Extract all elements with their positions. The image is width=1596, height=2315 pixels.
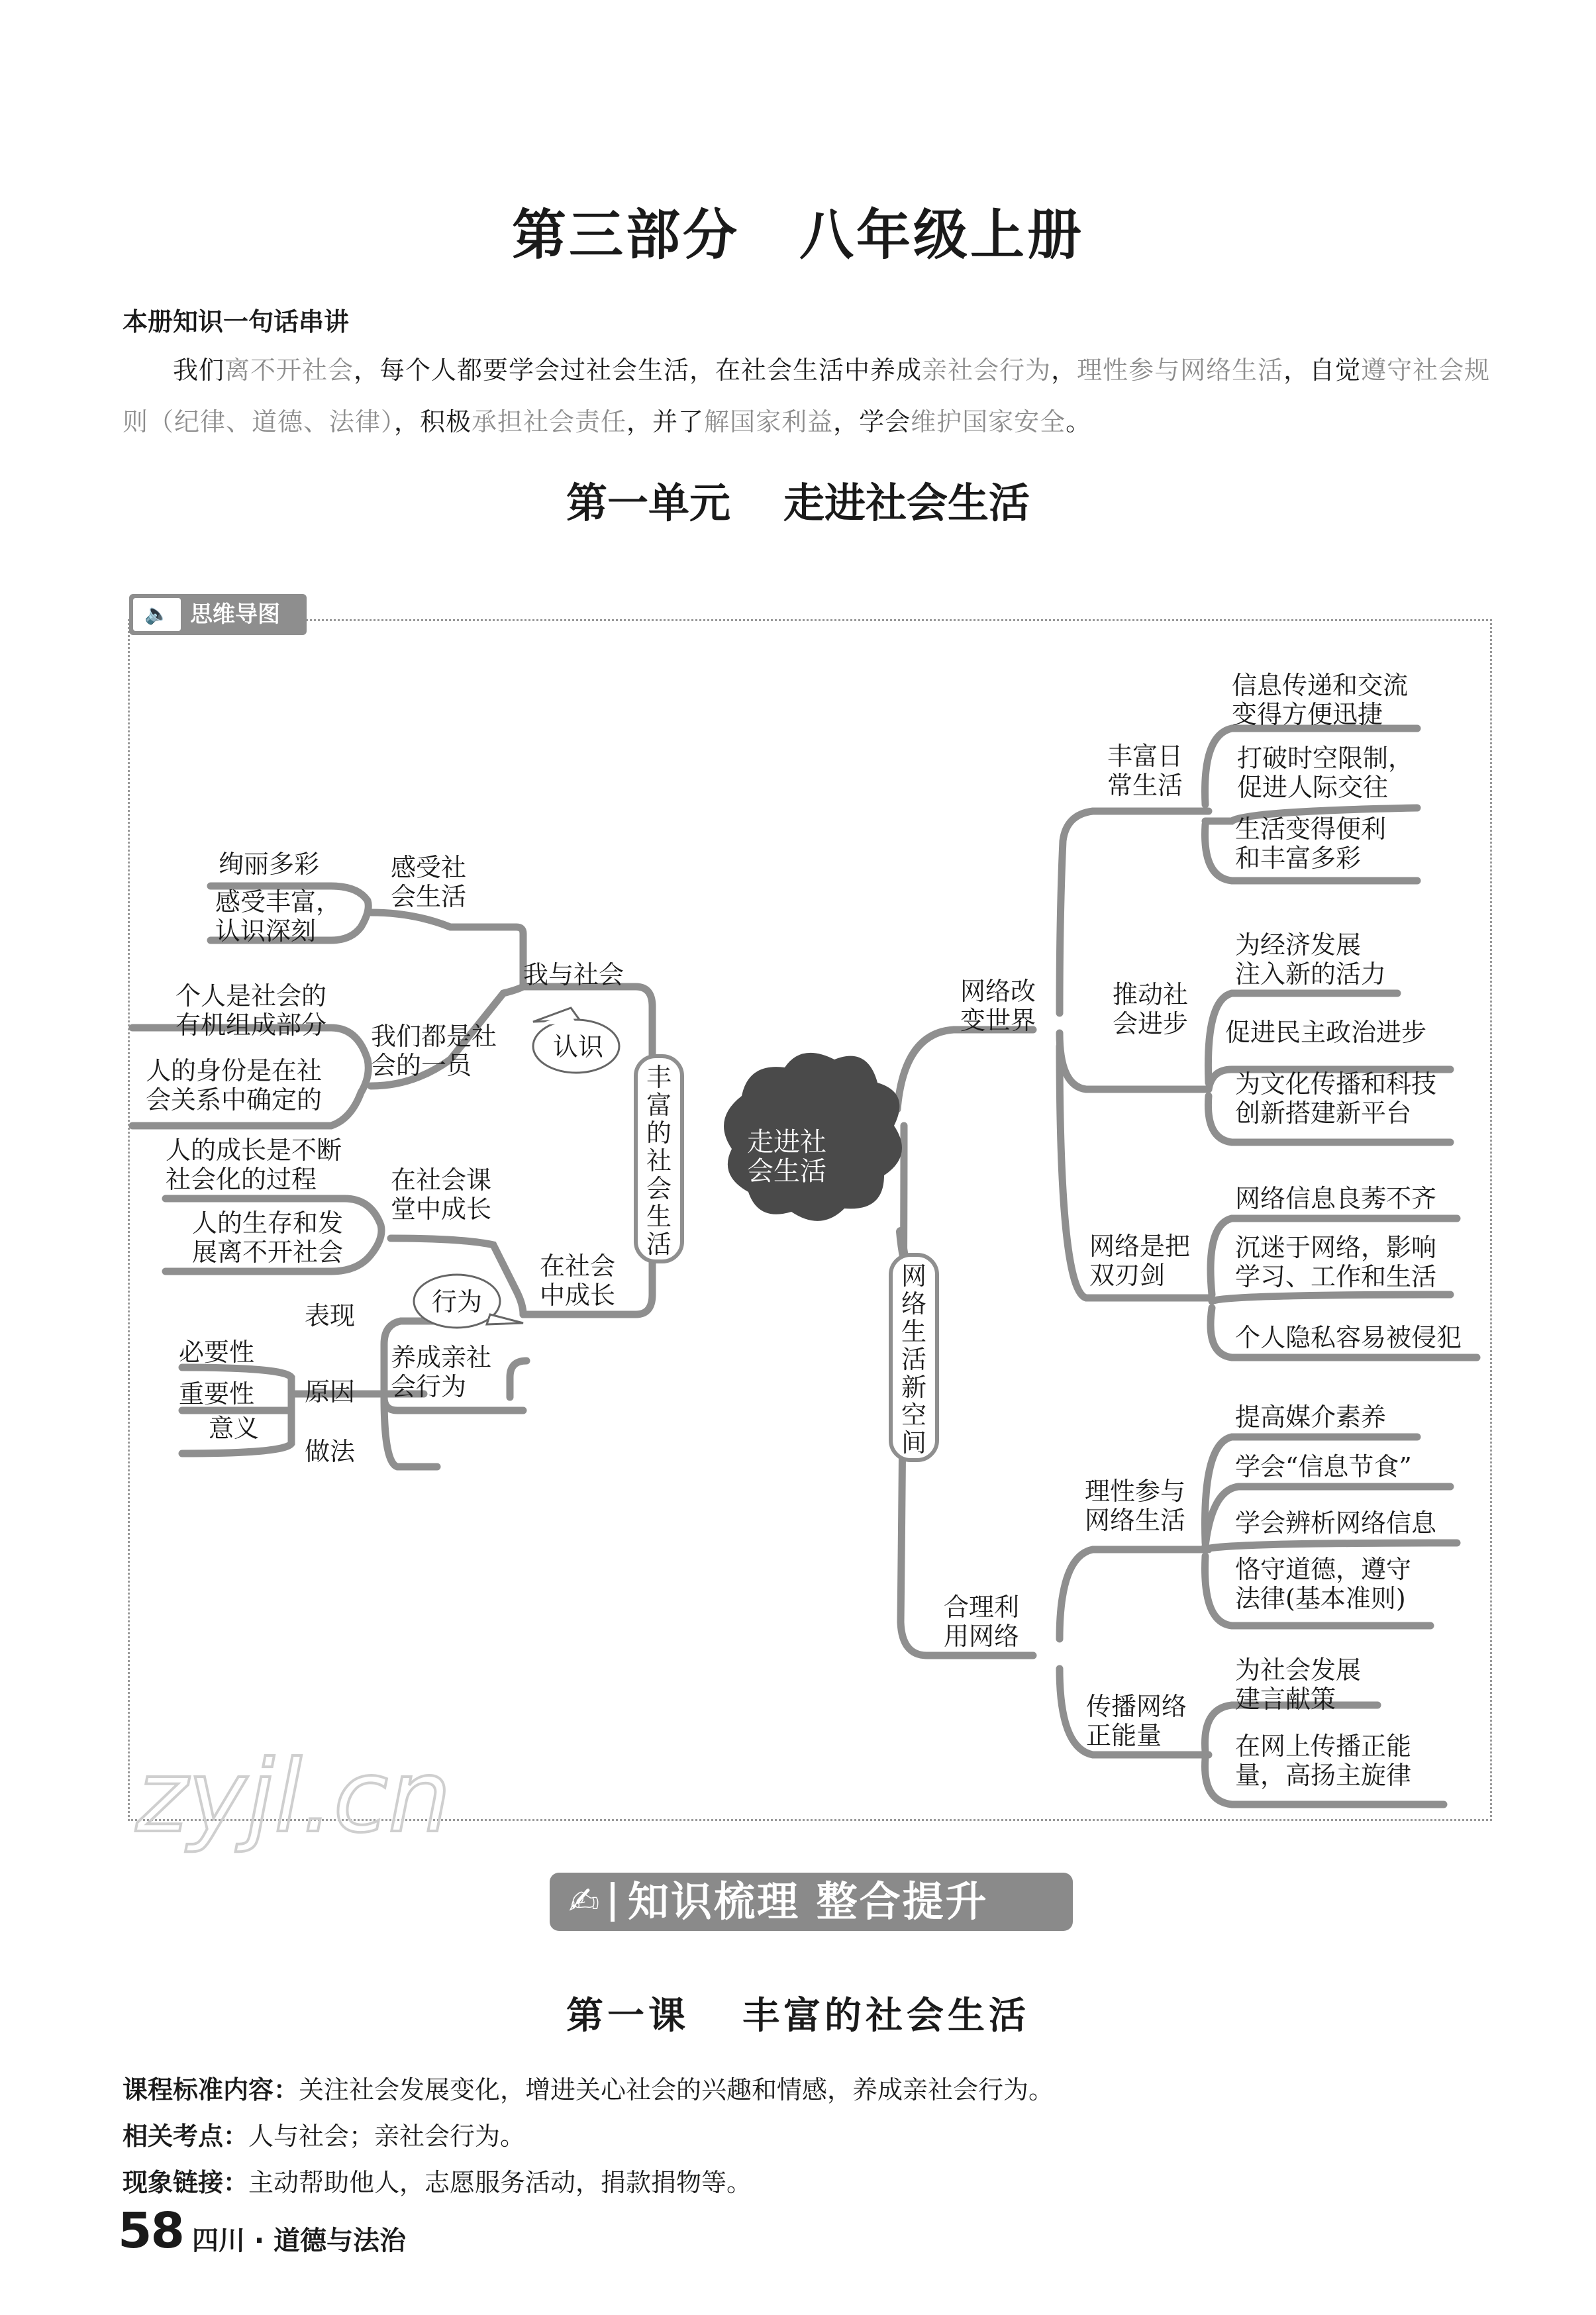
intro-keyword: 离不开社会 [224,356,354,385]
part-label: 第三部分 [511,203,740,267]
node-change-world: 网络改变世界 [960,977,1036,1035]
leaf-colorful: 绚丽多彩 [219,850,320,879]
reading-figure-icon: ✍ [568,1880,600,1923]
leaf-life-convenient: 生活变得便利和丰富多彩 [1235,814,1387,873]
leaf-addicted: 沉迷于网络，影响学习、工作和生活 [1235,1233,1437,1291]
leaf-socialization: 人的成长是不断社会化的过程 [166,1136,342,1194]
leaf-distinguish: 学会辨析网络信息 [1235,1508,1437,1538]
intro-keyword: 解国家利益 [704,407,834,436]
leaf-identity: 人的身份是在社会关系中确定的 [146,1056,323,1114]
node-manifest: 表现 [305,1301,356,1330]
leaf-feel-rich: 感受丰富，认识深刻 [215,887,342,946]
leaf-info-diet: 学会“信息节食” [1235,1452,1412,1481]
intro-keyword: 遵守社会规则（纪律、道德、法律） [123,356,1491,436]
node-prosocial: 养成亲社会行为 [391,1343,492,1401]
leaf-democracy: 促进民主政治进步 [1225,1018,1427,1047]
node-all-members: 我们都是社会的一员 [371,1022,497,1080]
node-spread-positive: 传播网络正能量 [1086,1692,1187,1750]
node-feel-social-life: 感受社会生活 [391,853,467,911]
intro-keyword: 维护国家安全 [911,407,1066,436]
leaf-importance: 重要性 [179,1379,255,1408]
node-classroom: 在社会课堂中成长 [391,1165,492,1224]
leaf-morals: 恪守道德，遵守法律(基本准则) [1235,1555,1412,1613]
bubble-recognize-label: 认识 [553,1032,604,1061]
info-line: 相关考点：人与社会；亲社会行为。 [123,2122,526,2151]
node-grow-in-society: 在社会中成长 [540,1252,616,1310]
node-rational-participate: 理性参与网络生活 [1085,1477,1186,1535]
unit-label: 第一单元 [566,479,730,527]
info-line: 现象链接：主动帮助他人，志愿服务活动，捐款捐物等。 [123,2168,752,2197]
right-branch-label: 网络生活新空间 [901,1261,927,1457]
intro-heading: 本册知识一句话串讲 [123,307,350,336]
banner-text: 知识梳理 整合提升 [628,1877,989,1926]
intro-text: ，每个人都要学会过社会生活，在社会生活中养成 [354,356,923,385]
leaf-suggestions: 为社会发展建言献策 [1235,1655,1362,1714]
node-enrich-daily: 丰富日常生活 [1107,742,1183,800]
info-line: 课程标准内容：关注社会发展变化，增进关心社会的兴趣和情感，养成亲社会行为。 [123,2075,1054,2104]
node-promote-progress: 推动社会进步 [1113,980,1189,1038]
info-label: 相关考点 [123,2122,224,2151]
intro-text: ， [1051,356,1077,385]
intro-text: ，并了 [626,407,705,436]
watermark: zyjl.cn [136,1740,452,1855]
node-me-and-society: 我与社会 [523,960,624,989]
intro-text: 。 [1066,407,1092,436]
leaf-survival: 人的生存和发展离不开社会 [192,1208,344,1267]
leaf-culture-tech: 为文化传播和科技创新搭建新平台 [1235,1069,1437,1128]
speaker-icon: 🔈 [133,598,181,631]
info-label: 课程标准内容 [123,2075,274,2104]
info-label: 现象链接 [123,2168,224,2197]
lesson-name: 丰富的社会生活 [742,1994,1030,2038]
intro-text: 我们 [173,356,225,385]
leaf-necessity: 必要性 [179,1338,255,1367]
lesson-label: 第一课 [566,1994,689,2038]
node-use-rationally: 合理利用网络 [944,1593,1020,1651]
leaf-economy: 为经济发展注入新的活力 [1235,930,1387,989]
intro-keyword: 亲社会行为 [922,356,1052,385]
node-method: 做法 [305,1437,356,1466]
intro-text: ，学会 [833,407,911,436]
intro-text: ，自觉 [1283,356,1362,385]
node-double-edged: 网络是把双刃剑 [1089,1232,1191,1290]
banner-divider [611,1882,615,1922]
intro-keyword: 理性参与网络生活 [1077,356,1284,385]
page-meta: 四川 · 道德与法治 [192,2226,407,2256]
unit-name: 走进社会生活 [783,479,1030,527]
leaf-media-literacy: 提高媒介素养 [1235,1403,1387,1432]
intro-text: ，积极 [394,407,472,436]
mindmap-tag-label: 思维导图 [190,601,280,628]
node-reason: 原因 [305,1377,356,1406]
leaf-privacy: 个人隐私容易被侵犯 [1235,1323,1462,1352]
lesson-title [0,1987,1596,2040]
leaf-meaning: 意义 [209,1414,260,1443]
info-text: 人与社会；亲社会行为。 [248,2122,526,2151]
intro-keyword: 承担社会责任 [472,407,627,436]
bubble-behavior-label: 行为 [432,1287,483,1316]
leaf-main-theme: 在网上传播正能量，高扬主旋律 [1235,1732,1412,1790]
page-number: 58 [118,2202,183,2259]
center-label: 走进社会生活 [747,1127,826,1187]
info-text: 关注社会发展变化，增进关心社会的兴趣和情感，养成亲社会行为。 [299,2075,1054,2104]
info-text: 主动帮助他人，志愿服务活动，捐款捐物等。 [248,2168,752,2197]
left-branch-label: 丰富的社会生活 [646,1063,672,1259]
book-label: 八年级上册 [799,203,1085,267]
leaf-info-fast: 信息传递和交流变得方便迅捷 [1232,671,1409,729]
leaf-mixed-info: 网络信息良莠不齐 [1235,1184,1437,1213]
leaf-organic-part: 个人是社会的有机组成部分 [175,981,327,1040]
section-banner [550,1873,1073,1931]
leaf-break-limits: 打破时空限制，促进人际交往 [1237,744,1414,802]
